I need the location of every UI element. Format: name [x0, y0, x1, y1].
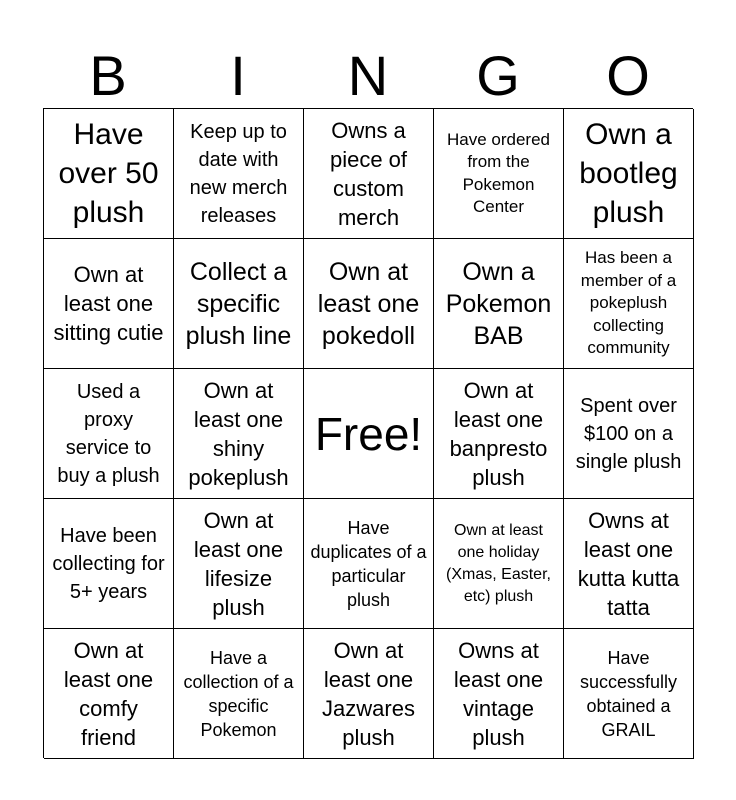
cell-text: Own a Pokemon BAB: [445, 257, 552, 350]
cell-text: Own at least one comfy friend: [63, 637, 154, 750]
cell-text: Owns at least one vintage plush: [453, 637, 544, 750]
free-space-text: Free!: [314, 407, 423, 460]
header-letter-n: N: [347, 44, 389, 107]
cell-text: Have over 50 plush: [58, 118, 159, 229]
bingo-cell-r1c2[interactable]: [174, 109, 304, 239]
cell-text: Owns at least one kutta kutta tatta: [577, 507, 680, 620]
cell-text: Have been collecting for 5+ years: [52, 524, 165, 603]
cell-text: Own at least one Jazwares plush: [322, 637, 415, 750]
bingo-cell-r5c5[interactable]: [564, 629, 694, 759]
bingo-cell-r5c2[interactable]: [174, 629, 304, 759]
cell-text: Have a collection of a specific Pokemon: [183, 647, 294, 740]
bingo-cell-r1c1[interactable]: [44, 109, 174, 239]
cell-text: Own at least one shiny pokeplush: [188, 377, 289, 490]
bingo-cell-r3c2[interactable]: [174, 369, 304, 499]
bingo-cell-r4c1[interactable]: [44, 499, 174, 629]
cell-text: Own at least one holiday (Xmas, Easter, etc) plush: [446, 521, 551, 605]
cell-text: Own at least one sitting cutie: [53, 262, 164, 345]
cell-text: Have successfully obtained a GRAIL: [579, 647, 678, 740]
cell-text: Used a proxy service to buy a plush: [57, 380, 160, 487]
cell-text: Own at least one lifesize plush: [193, 507, 284, 620]
cell-text: Own at least one pokedoll: [317, 257, 420, 350]
bingo-cell-free[interactable]: [304, 369, 434, 499]
bingo-cell-r5c1[interactable]: [44, 629, 174, 759]
bingo-board: [43, 108, 693, 758]
header-letter-o: O: [606, 44, 650, 107]
bingo-cell-r2c5[interactable]: [564, 239, 694, 369]
cell-text: Spent over $100 on a single plush: [575, 394, 682, 473]
bingo-header: [43, 44, 693, 108]
bingo-cell-r1c5[interactable]: [564, 109, 694, 239]
cell-text: Has been a member of a pokeplush collecting community: [580, 248, 677, 358]
bingo-cell-r3c4[interactable]: [434, 369, 564, 499]
bingo-cell-r2c3[interactable]: [304, 239, 434, 369]
bingo-cell-r2c1[interactable]: [44, 239, 174, 369]
bingo-cell-r4c4[interactable]: [434, 499, 564, 629]
header-letter-b: B: [89, 44, 127, 107]
header-letter-g: G: [476, 44, 520, 107]
bingo-cell-r1c4[interactable]: [434, 109, 564, 239]
cell-text: Own at least one banpresto plush: [449, 377, 548, 490]
bingo-cell-r5c3[interactable]: [304, 629, 434, 759]
bingo-cell-r3c5[interactable]: [564, 369, 694, 499]
cell-text: Own a bootleg plush: [579, 118, 678, 229]
bingo-cell-r4c2[interactable]: [174, 499, 304, 629]
bingo-cell-r1c3[interactable]: [304, 109, 434, 239]
cell-text: Collect a specific plush line: [185, 257, 292, 350]
cell-text: Have duplicates of a particular plush: [310, 517, 427, 610]
bingo-cell-r2c4[interactable]: [434, 239, 564, 369]
cell-text: Keep up to date with new merch releases: [189, 120, 288, 227]
bingo-cell-r2c2[interactable]: [174, 239, 304, 369]
bingo-cell-r3c1[interactable]: [44, 369, 174, 499]
bingo-cell-r4c5[interactable]: [564, 499, 694, 629]
bingo-cell-r4c3[interactable]: [304, 499, 434, 629]
bingo-cell-r5c4[interactable]: [434, 629, 564, 759]
cell-text: Have ordered from the Pokemon Center: [446, 129, 550, 216]
cell-text: Owns a piece of custom merch: [329, 117, 408, 230]
header-letter-i: I: [230, 44, 246, 107]
